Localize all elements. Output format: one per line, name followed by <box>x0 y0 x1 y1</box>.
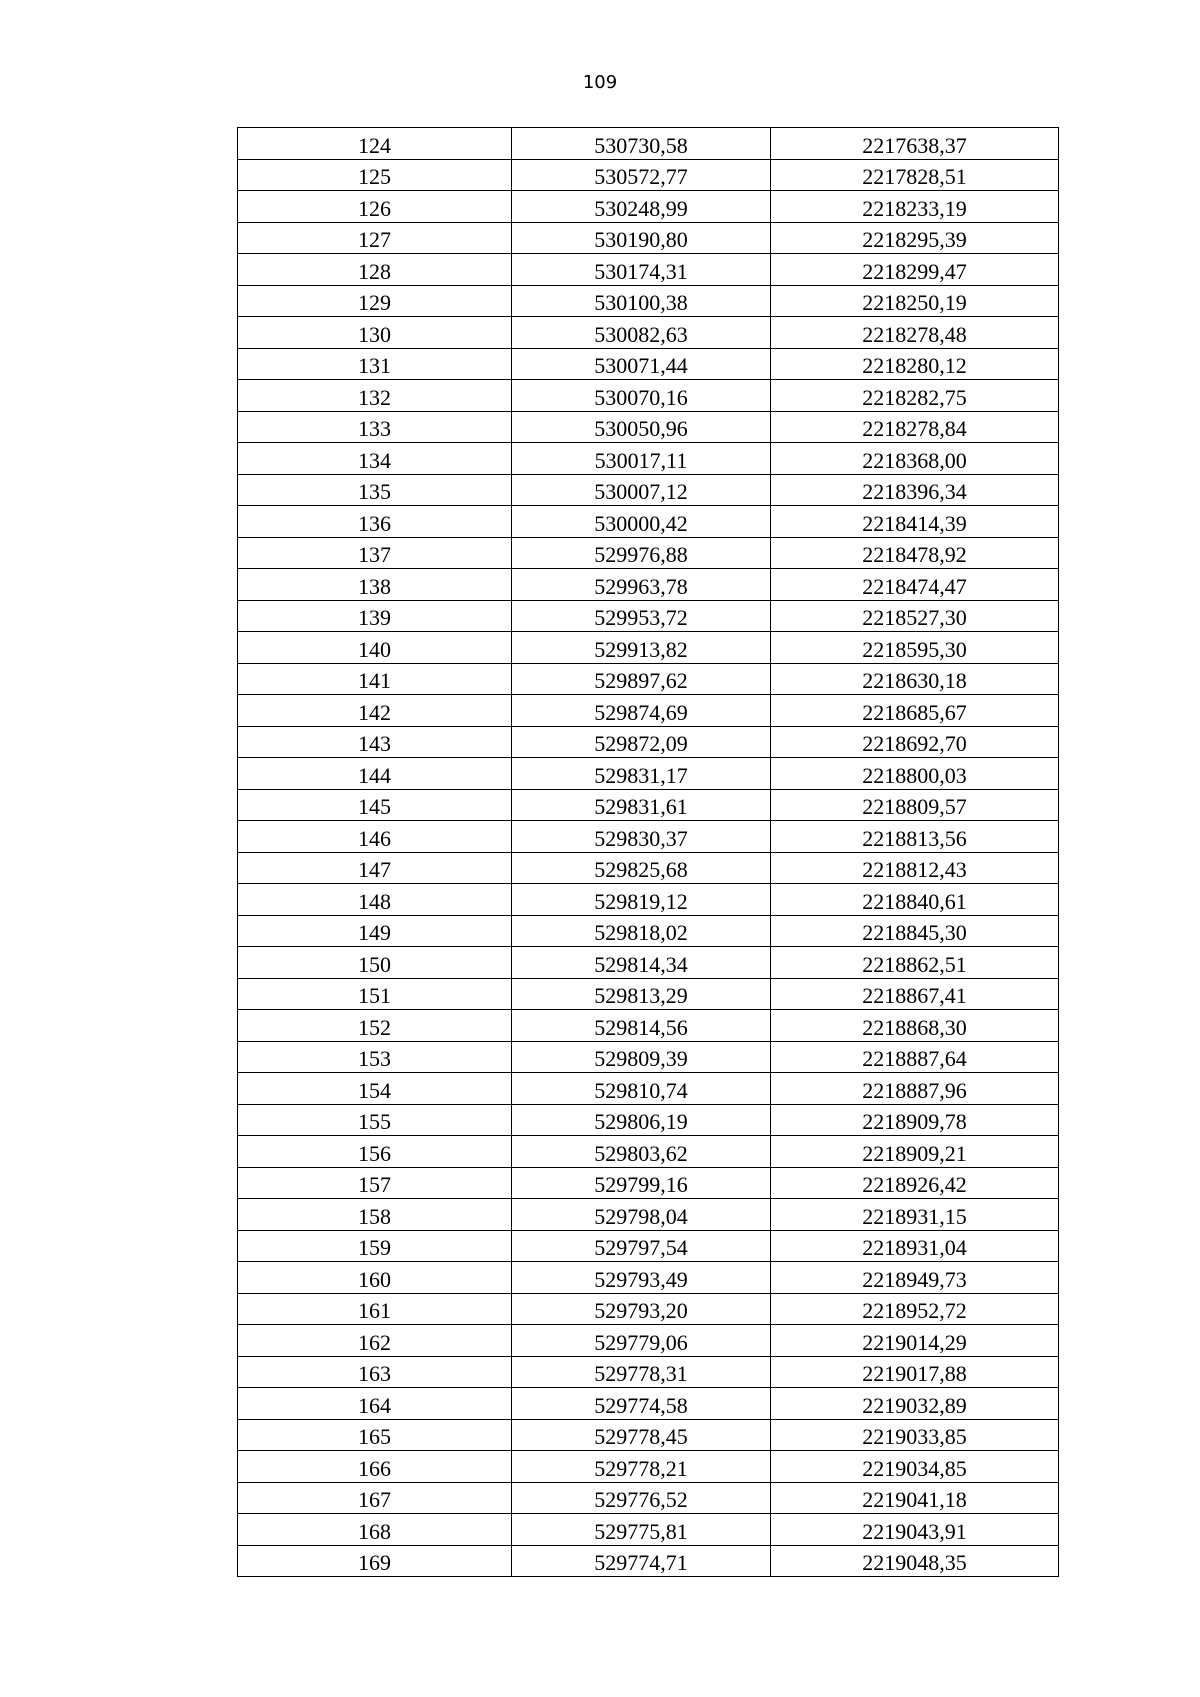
point-number-cell: 162 <box>238 1325 512 1357</box>
page-number: 109 <box>582 72 618 93</box>
point-number-cell: 166 <box>238 1451 512 1483</box>
y-coordinate-cell: 2218299,47 <box>771 254 1059 286</box>
y-coordinate-cell: 2218931,15 <box>771 1199 1059 1231</box>
y-coordinate-cell: 2218862,51 <box>771 947 1059 979</box>
table-row <box>238 1104 1059 1136</box>
table-row <box>238 1073 1059 1105</box>
x-coordinate-cell: 529793,49 <box>512 1262 771 1294</box>
point-number-cell: 157 <box>238 1167 512 1199</box>
x-coordinate-cell: 530248,99 <box>512 191 771 223</box>
y-coordinate-cell: 2218396,34 <box>771 474 1059 506</box>
x-coordinate-cell: 530082,63 <box>512 317 771 349</box>
point-number-cell: 158 <box>238 1199 512 1231</box>
x-coordinate-cell: 529799,16 <box>512 1167 771 1199</box>
point-number-cell: 136 <box>238 506 512 538</box>
table-row <box>238 159 1059 191</box>
y-coordinate-cell: 2218909,21 <box>771 1136 1059 1168</box>
table-row <box>238 1388 1059 1420</box>
x-coordinate-cell: 529778,45 <box>512 1419 771 1451</box>
x-coordinate-cell: 529976,88 <box>512 537 771 569</box>
table-row <box>238 1199 1059 1231</box>
point-number-cell: 164 <box>238 1388 512 1420</box>
table-row <box>238 537 1059 569</box>
table-row <box>238 317 1059 349</box>
table-row <box>238 1419 1059 1451</box>
table-row <box>238 726 1059 758</box>
table-row <box>238 1545 1059 1577</box>
y-coordinate-cell: 2217638,37 <box>771 128 1059 160</box>
coordinates-table-body <box>238 128 1059 1577</box>
point-number-cell: 160 <box>238 1262 512 1294</box>
table-row <box>238 1136 1059 1168</box>
y-coordinate-cell: 2218368,00 <box>771 443 1059 475</box>
table-row <box>238 758 1059 790</box>
y-coordinate-cell: 2218812,43 <box>771 852 1059 884</box>
table-row <box>238 600 1059 632</box>
table-row <box>238 1482 1059 1514</box>
x-coordinate-cell: 529830,37 <box>512 821 771 853</box>
table-row <box>238 191 1059 223</box>
y-coordinate-cell: 2218813,56 <box>771 821 1059 853</box>
x-coordinate-cell: 529803,62 <box>512 1136 771 1168</box>
y-coordinate-cell: 2218887,64 <box>771 1041 1059 1073</box>
coordinates-table <box>237 127 1059 1577</box>
y-coordinate-cell: 2217828,51 <box>771 159 1059 191</box>
table-row <box>238 663 1059 695</box>
x-coordinate-cell: 529778,21 <box>512 1451 771 1483</box>
y-coordinate-cell: 2218692,70 <box>771 726 1059 758</box>
point-number-cell: 148 <box>238 884 512 916</box>
point-number-cell: 139 <box>238 600 512 632</box>
x-coordinate-cell: 529793,20 <box>512 1293 771 1325</box>
x-coordinate-cell: 530050,96 <box>512 411 771 443</box>
y-coordinate-cell: 2218414,39 <box>771 506 1059 538</box>
y-coordinate-cell: 2218926,42 <box>771 1167 1059 1199</box>
y-coordinate-cell: 2219048,35 <box>771 1545 1059 1577</box>
point-number-cell: 131 <box>238 348 512 380</box>
point-number-cell: 141 <box>238 663 512 695</box>
x-coordinate-cell: 530572,77 <box>512 159 771 191</box>
point-number-cell: 126 <box>238 191 512 223</box>
x-coordinate-cell: 529774,71 <box>512 1545 771 1577</box>
y-coordinate-cell: 2218278,48 <box>771 317 1059 349</box>
x-coordinate-cell: 530174,31 <box>512 254 771 286</box>
x-coordinate-cell: 529814,34 <box>512 947 771 979</box>
point-number-cell: 125 <box>238 159 512 191</box>
y-coordinate-cell: 2219043,91 <box>771 1514 1059 1546</box>
point-number-cell: 140 <box>238 632 512 664</box>
table-row <box>238 411 1059 443</box>
x-coordinate-cell: 529818,02 <box>512 915 771 947</box>
y-coordinate-cell: 2218474,47 <box>771 569 1059 601</box>
x-coordinate-cell: 529831,17 <box>512 758 771 790</box>
x-coordinate-cell: 529778,31 <box>512 1356 771 1388</box>
point-number-cell: 156 <box>238 1136 512 1168</box>
table-row <box>238 1325 1059 1357</box>
y-coordinate-cell: 2218931,04 <box>771 1230 1059 1262</box>
y-coordinate-cell: 2218630,18 <box>771 663 1059 695</box>
x-coordinate-cell: 530007,12 <box>512 474 771 506</box>
x-coordinate-cell: 529819,12 <box>512 884 771 916</box>
y-coordinate-cell: 2218952,72 <box>771 1293 1059 1325</box>
point-number-cell: 167 <box>238 1482 512 1514</box>
point-number-cell: 146 <box>238 821 512 853</box>
y-coordinate-cell: 2218233,19 <box>771 191 1059 223</box>
point-number-cell: 142 <box>238 695 512 727</box>
point-number-cell: 159 <box>238 1230 512 1262</box>
x-coordinate-cell: 530070,16 <box>512 380 771 412</box>
point-number-cell: 150 <box>238 947 512 979</box>
point-number-cell: 128 <box>238 254 512 286</box>
point-number-cell: 124 <box>238 128 512 160</box>
table-row <box>238 1262 1059 1294</box>
table-row <box>238 285 1059 317</box>
y-coordinate-cell: 2218800,03 <box>771 758 1059 790</box>
table-row <box>238 821 1059 853</box>
point-number-cell: 161 <box>238 1293 512 1325</box>
y-coordinate-cell: 2218909,78 <box>771 1104 1059 1136</box>
y-coordinate-cell: 2218887,96 <box>771 1073 1059 1105</box>
table-row <box>238 569 1059 601</box>
table-row <box>238 915 1059 947</box>
y-coordinate-cell: 2219034,85 <box>771 1451 1059 1483</box>
table-row <box>238 1293 1059 1325</box>
point-number-cell: 163 <box>238 1356 512 1388</box>
table-row <box>238 1230 1059 1262</box>
table-row <box>238 1451 1059 1483</box>
table-row <box>238 947 1059 979</box>
table-row <box>238 632 1059 664</box>
table-row <box>238 695 1059 727</box>
point-number-cell: 137 <box>238 537 512 569</box>
y-coordinate-cell: 2219032,89 <box>771 1388 1059 1420</box>
point-number-cell: 168 <box>238 1514 512 1546</box>
table-row <box>238 128 1059 160</box>
y-coordinate-cell: 2218278,84 <box>771 411 1059 443</box>
table-row <box>238 1010 1059 1042</box>
y-coordinate-cell: 2218845,30 <box>771 915 1059 947</box>
x-coordinate-cell: 529776,52 <box>512 1482 771 1514</box>
table-row <box>238 1041 1059 1073</box>
table-row <box>238 1514 1059 1546</box>
x-coordinate-cell: 529806,19 <box>512 1104 771 1136</box>
point-number-cell: 151 <box>238 978 512 1010</box>
point-number-cell: 149 <box>238 915 512 947</box>
y-coordinate-cell: 2218867,41 <box>771 978 1059 1010</box>
table-row <box>238 852 1059 884</box>
x-coordinate-cell: 529813,29 <box>512 978 771 1010</box>
y-coordinate-cell: 2218478,92 <box>771 537 1059 569</box>
point-number-cell: 165 <box>238 1419 512 1451</box>
point-number-cell: 145 <box>238 789 512 821</box>
x-coordinate-cell: 530071,44 <box>512 348 771 380</box>
x-coordinate-cell: 530730,58 <box>512 128 771 160</box>
y-coordinate-cell: 2219033,85 <box>771 1419 1059 1451</box>
x-coordinate-cell: 529779,06 <box>512 1325 771 1357</box>
y-coordinate-cell: 2219041,18 <box>771 1482 1059 1514</box>
x-coordinate-cell: 530100,38 <box>512 285 771 317</box>
table-row <box>238 1356 1059 1388</box>
x-coordinate-cell: 529774,58 <box>512 1388 771 1420</box>
point-number-cell: 152 <box>238 1010 512 1042</box>
point-number-cell: 138 <box>238 569 512 601</box>
table-row <box>238 222 1059 254</box>
x-coordinate-cell: 529797,54 <box>512 1230 771 1262</box>
x-coordinate-cell: 529963,78 <box>512 569 771 601</box>
point-number-cell: 153 <box>238 1041 512 1073</box>
table-row <box>238 348 1059 380</box>
x-coordinate-cell: 530190,80 <box>512 222 771 254</box>
y-coordinate-cell: 2218868,30 <box>771 1010 1059 1042</box>
y-coordinate-cell: 2218295,39 <box>771 222 1059 254</box>
x-coordinate-cell: 529814,56 <box>512 1010 771 1042</box>
point-number-cell: 135 <box>238 474 512 506</box>
x-coordinate-cell: 529798,04 <box>512 1199 771 1231</box>
point-number-cell: 133 <box>238 411 512 443</box>
point-number-cell: 134 <box>238 443 512 475</box>
y-coordinate-cell: 2218280,12 <box>771 348 1059 380</box>
x-coordinate-cell: 530017,11 <box>512 443 771 475</box>
table-row <box>238 978 1059 1010</box>
table-row <box>238 254 1059 286</box>
y-coordinate-cell: 2218840,61 <box>771 884 1059 916</box>
table-row <box>238 1167 1059 1199</box>
table-row <box>238 474 1059 506</box>
y-coordinate-cell: 2219014,29 <box>771 1325 1059 1357</box>
point-number-cell: 155 <box>238 1104 512 1136</box>
table-row <box>238 506 1059 538</box>
point-number-cell: 144 <box>238 758 512 790</box>
x-coordinate-cell: 529897,62 <box>512 663 771 695</box>
x-coordinate-cell: 529874,69 <box>512 695 771 727</box>
y-coordinate-cell: 2218809,57 <box>771 789 1059 821</box>
point-number-cell: 132 <box>238 380 512 412</box>
y-coordinate-cell: 2219017,88 <box>771 1356 1059 1388</box>
x-coordinate-cell: 529872,09 <box>512 726 771 758</box>
point-number-cell: 147 <box>238 852 512 884</box>
point-number-cell: 143 <box>238 726 512 758</box>
y-coordinate-cell: 2218282,75 <box>771 380 1059 412</box>
x-coordinate-cell: 529825,68 <box>512 852 771 884</box>
x-coordinate-cell: 530000,42 <box>512 506 771 538</box>
x-coordinate-cell: 529775,81 <box>512 1514 771 1546</box>
x-coordinate-cell: 529953,72 <box>512 600 771 632</box>
point-number-cell: 130 <box>238 317 512 349</box>
point-number-cell: 154 <box>238 1073 512 1105</box>
y-coordinate-cell: 2218949,73 <box>771 1262 1059 1294</box>
point-number-cell: 127 <box>238 222 512 254</box>
y-coordinate-cell: 2218685,67 <box>771 695 1059 727</box>
point-number-cell: 169 <box>238 1545 512 1577</box>
x-coordinate-cell: 529809,39 <box>512 1041 771 1073</box>
table-row <box>238 789 1059 821</box>
y-coordinate-cell: 2218527,30 <box>771 600 1059 632</box>
point-number-cell: 129 <box>238 285 512 317</box>
y-coordinate-cell: 2218595,30 <box>771 632 1059 664</box>
x-coordinate-cell: 529810,74 <box>512 1073 771 1105</box>
x-coordinate-cell: 529913,82 <box>512 632 771 664</box>
table-row <box>238 443 1059 475</box>
table-row <box>238 380 1059 412</box>
x-coordinate-cell: 529831,61 <box>512 789 771 821</box>
y-coordinate-cell: 2218250,19 <box>771 285 1059 317</box>
table-row <box>238 884 1059 916</box>
